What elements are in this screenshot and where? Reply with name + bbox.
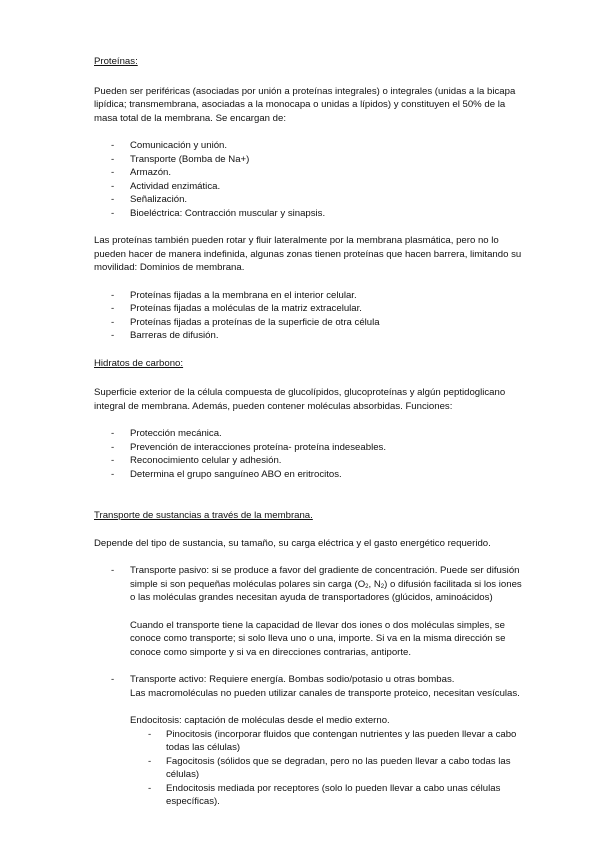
endocytosis-line: Fagocitosis (sólidos que se degradan, pero no las pueden llevar a cabo todas las (166, 755, 511, 767)
list-item: - Reconocimiento celular y adhesión. (94, 454, 524, 468)
passive-line: simple si son pequeñas moléculas polares sin carga (O (130, 578, 366, 590)
proteins-intro-line: Pueden ser periféricas (asociadas por unión a proteínas integrales) o integrales (unidas a la bicapa (94, 85, 516, 97)
endocytosis-line: Endocitosis mediada por receptores (solo lo pueden llevar a cabo unas células (166, 782, 501, 794)
document-page (94, 55, 524, 809)
passive-para-line: conoce como simporte y si va en direcciones contrarias, antiporte. (130, 646, 412, 658)
endocytosis-title: Endocitosis: captación de moléculas desde el medio externo. (130, 715, 390, 726)
subscript: 2 (365, 583, 369, 590)
list-item: - Barreras de difusión. (94, 329, 524, 343)
transport-heading: Transporte de sustancias a través de la membrana. (94, 510, 313, 521)
transport-list (94, 564, 524, 659)
mobility-line: movilidad: Dominios de membrana. (94, 262, 245, 273)
carbohydrates-intro-line: integral de membrana. Además, pueden contener moléculas absorbidas. Funciones: (94, 400, 453, 412)
endocytosis-line: células) (166, 769, 200, 780)
list-item: - Comunicación y unión. (94, 139, 524, 153)
transport-intro: Depende del tipo de sustancia, su tamaño, su carga eléctrica y el gasto energético requerido. (94, 537, 491, 549)
carbohydrates-intro-line: Superficie exterior de la célula compuesta de glucolípidos, glucoproteínas y algún peptidoglicano (94, 387, 506, 398)
proteins-heading: Proteínas: (94, 56, 138, 67)
passive-line: ) o difusión facilitada si los iones (384, 578, 522, 590)
membrane-domains-list (94, 289, 524, 343)
active-line: Transporte activo: Requiere energía. Bombas sodio/potasio u otras bombas. (130, 674, 455, 685)
endocytosis-line: Pinocitosis (incorporar fluidos que contengan nutrientes y las pueden llevar a cabo (166, 728, 517, 740)
passive-para-line: conoce como transporte; si solo lleva uno o una, importe. Si va en la misma dirección se (130, 633, 506, 644)
passive-transport-item (94, 564, 524, 659)
list-item: - Proteínas fijadas a moléculas de la matriz extracelular. (94, 302, 524, 316)
list-item: - Protección mecánica. (94, 427, 524, 441)
active-transport-item (94, 673, 524, 809)
passive-line: o las moléculas grandes necesitan ayuda de transportadores (glúcidos, aminoácidos) (130, 592, 493, 603)
list-item (148, 755, 524, 782)
list-item (148, 728, 524, 755)
list-item (148, 782, 524, 809)
endocytosis-list (148, 728, 524, 809)
list-item: - Transporte (Bomba de Na+) (94, 153, 524, 167)
active-line: Las macromoléculas no pueden utilizar canales de transporte proteico, necesitan vesículas. (130, 687, 520, 699)
list-item: - Señalización. (94, 193, 524, 207)
passive-line: , N (368, 578, 381, 590)
passive-para-line: Cuando el transporte tiene la capacidad de llevar dos iones o dos moléculas simples, se (130, 619, 505, 631)
proteins-intro-line: lipídica; transmembrana, asociadas a la monocapa o unidas a lípidos) y constituyen el 50% de la (94, 99, 506, 110)
proteins-intro-line: masa total de la membrana. Se encargan de: (94, 112, 286, 124)
list-item: - Proteínas fijadas a la membrana en el interior celular. (94, 289, 524, 303)
subscript: 2 (380, 583, 385, 590)
carbohydrates-heading: Hidratos de carbono: (94, 357, 184, 369)
list-item: - Bioeléctrica: Contracción muscular y sinapsis. (94, 207, 524, 221)
list-item: - Actividad enzimática. (94, 180, 524, 194)
passive-line: Transporte pasivo: si se produce a favor del gradiente de concentración. Puede ser difusión (130, 565, 520, 576)
list-item: - Proteínas fijadas a proteínas de la superficie de otra célula (94, 316, 524, 330)
mobility-line: pueden hacer de manera indefinida, algunas zonas tienen proteínas que hacen barrera, limitando su (94, 248, 522, 260)
endocytosis-line: específicas). (166, 796, 220, 807)
list-item: - Prevención de interacciones proteína- proteína indeseables. (94, 441, 524, 455)
transport-list-active (94, 673, 524, 809)
proteins-functions-list (94, 139, 524, 220)
mobility-line: Las proteínas también pueden rotar y fluir lateralmente por la membrana plasmática, pero no lo (94, 235, 499, 246)
carbohydrates-functions-list (94, 427, 524, 481)
endocytosis-line: todas las células) (166, 742, 241, 753)
list-item: - Determina el grupo sanguíneo ABO en eritrocitos. (94, 468, 524, 482)
list-item: - Armazón. (94, 166, 524, 180)
